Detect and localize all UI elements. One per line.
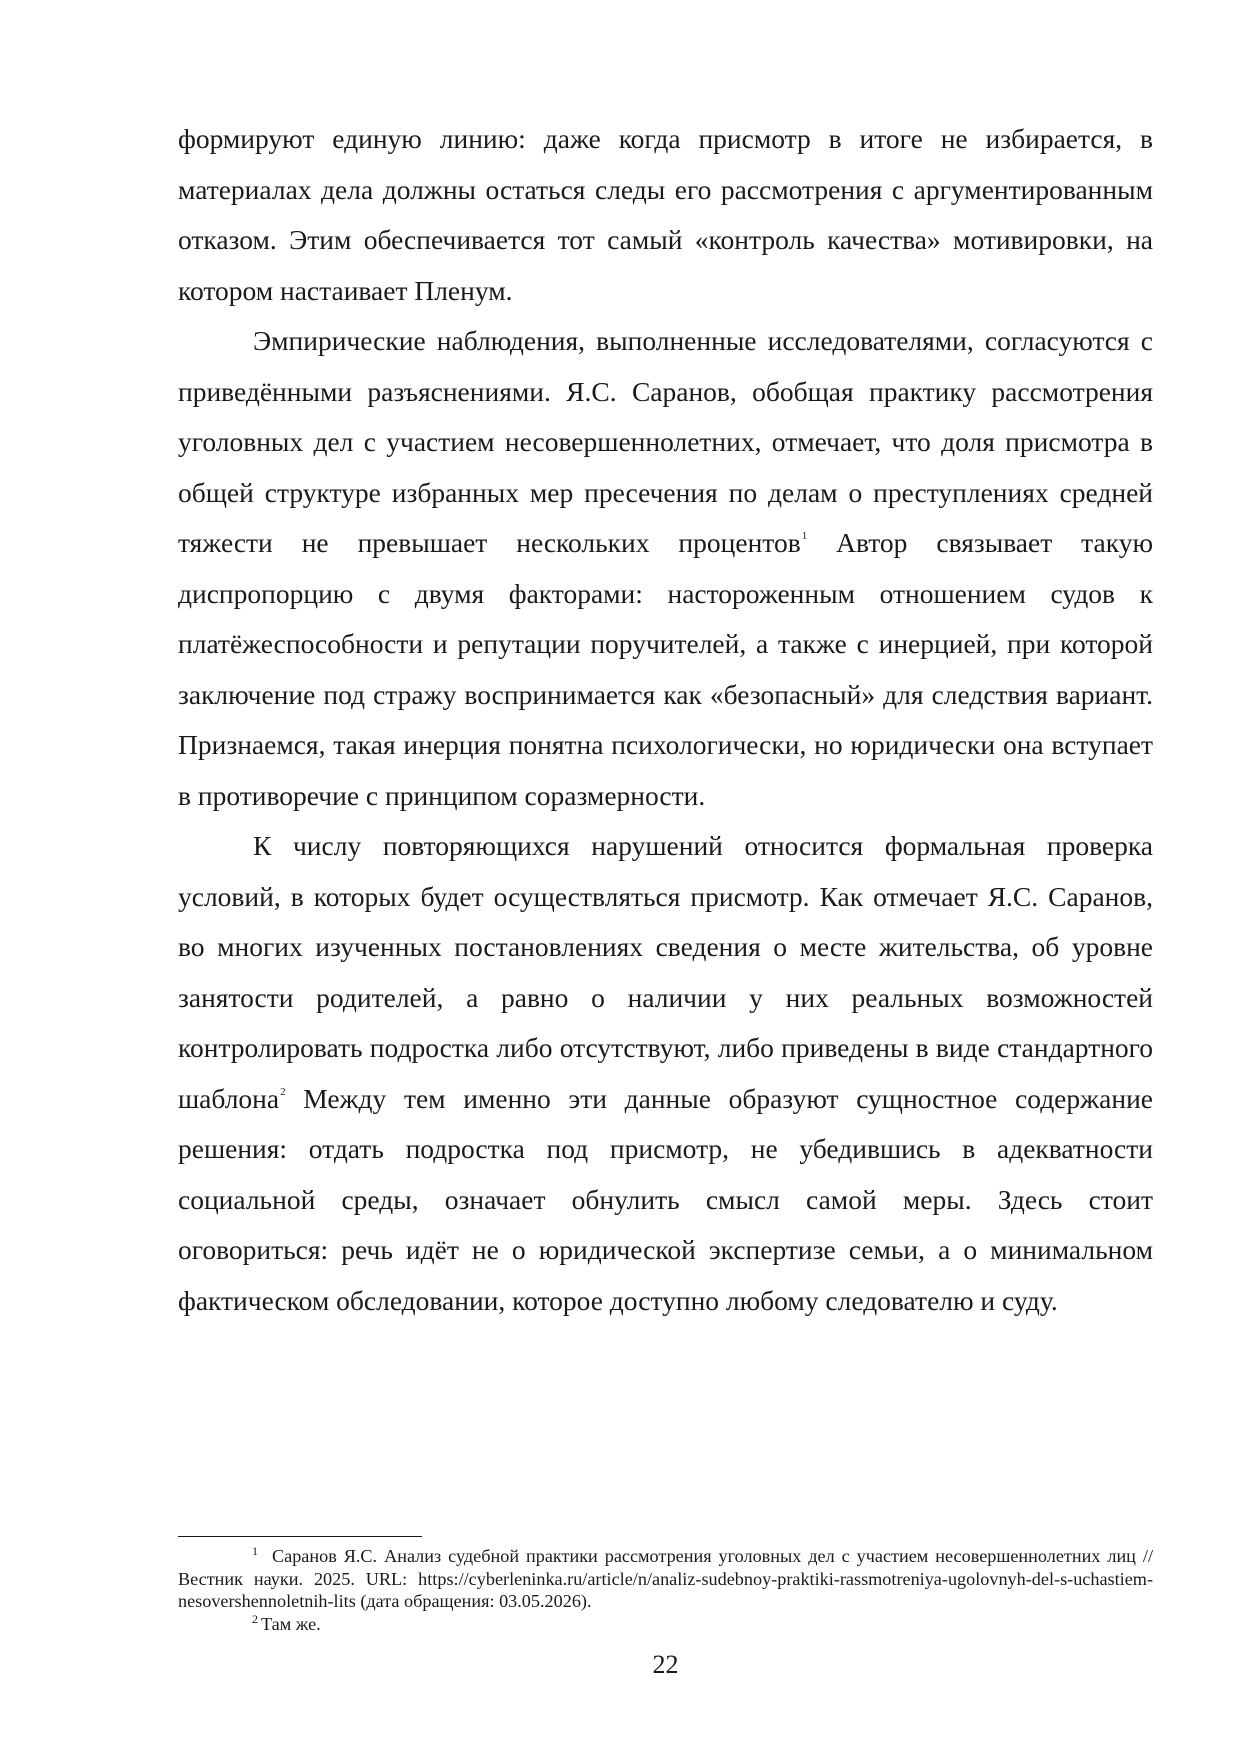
footnote-mark: 2	[252, 1611, 258, 1626]
footnote-reference[interactable]: 2	[280, 1085, 286, 1098]
body-text	[178, 114, 1153, 1326]
footnote-separator	[178, 1536, 422, 1537]
footnote-text: Там же.	[261, 1613, 321, 1634]
paragraph-text: Автор связывает такую диспропорцию с двумя факторами: настороженным отношением судов к платёжеспособности и репутации поручителей, а также с инерцией, при которой заключение под стражу воспринимается как «безопасный» для следствия вариант. Признаемся, такая инерция понятна психологически, но юридически она вступает в противоречие с принципом соразмерности.	[178, 527, 1154, 811]
footnote-reference[interactable]: 1	[801, 530, 808, 542]
paragraph-continued	[178, 114, 1153, 316]
paragraph-text: Между тем именно эти данные образуют сущностное содержание решения: отдать подростка под присмотр, не убедившись в адекватности социальной среды, означает обнулить смысл самой меры. Здесь стоит оговориться: речь идёт не о юридической экспертизе семьи, а о минимальном фактическом обследовании, которое доступно любому следователю и суду.	[178, 1082, 1153, 1316]
page-number: 22	[652, 1650, 679, 1679]
paragraph-text: формируют единую линию: даже когда присмотр в итоге не избирается, в материалах дела должны остаться следы его рассмотрения с аргументированным отказом. Этим обеспечивается тот самый «контроль качества» мотивировки, на котором настаивает Пленум.	[178, 123, 1153, 306]
footnote-item	[178, 1613, 1153, 1636]
footnote-mark: 1	[252, 1544, 258, 1558]
paragraph-text: Эмпирические наблюдения, выполненные исследователями, согласуются с приведёнными разъяснениями. Я.С. Саранов, обобщая практику рассмотрения уголовных дел с участием несовершеннолетних, отмечает, что доля присмотра в общей структуре избранных мер пресечения по делам о преступлениях средней тяжести не превышает нескольких процентов	[178, 325, 1153, 558]
footnote-item	[178, 1545, 1153, 1613]
paragraph-formal-verification	[178, 821, 1153, 1326]
paragraph-empirical-observations	[178, 316, 1153, 821]
footnotes	[178, 1545, 1153, 1635]
paragraph-text: К числу повторяющихся нарушений относится формальная проверка условий, в которых будет осуществляться присмотр. Как отмечает Я.С. Саранов, во многих изученных постановлениях сведения о месте жительства, об уровне занятости родителей, а равно о наличии у них реальных возможностей контролировать подростка либо отсутствуют, либо приведены в виде стандартного шаблона	[178, 830, 1153, 1114]
footnote-text: Саранов Я.С. Анализ судебной практики рассмотрения уголовных дел с участием несовершеннолетних лиц // Вестник науки. 2025. URL: https://cyberleninka.ru/article/n/analiz-sudebnoy-praktiki-rassmotreniya-ugolovnyh-del-s-uchastiem-nesovershennoletnih-lits (дата обращения: 03.05.2026).	[178, 1546, 1153, 1612]
